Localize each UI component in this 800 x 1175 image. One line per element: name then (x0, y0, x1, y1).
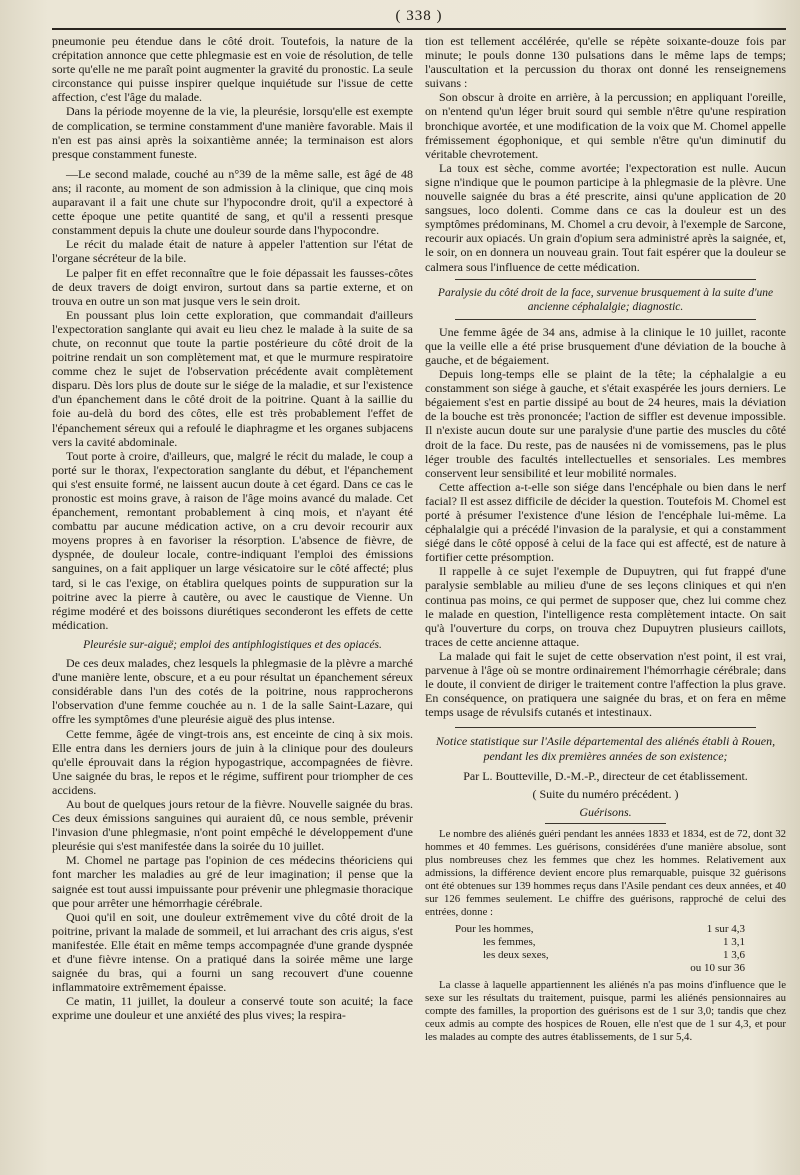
paragraph: Le palper fit en effet reconnaître que le foie dépassait les fausses-côtes de deux travers de doigt environ, surtout dans sa partie externe, et on trouva en outre un son mat jusque vers le sein droit. (52, 265, 413, 308)
stats-label: les deux sexes, (483, 948, 549, 961)
stats-label: les femmes, (483, 935, 536, 948)
section-title: Paralysie du côté droit de la face, survenue brusquement à la suite d'une ancienne céphalalgie; diagnostic. (437, 286, 774, 313)
paragraph: Dans la période moyenne de la vie, la pleurésie, lorsqu'elle est exempte de complication, se termine constamment d'une manière favorable. Mais il n'en est pas ainsi après la soixantième année; la terminaison est alors presque constamment funeste. (52, 104, 413, 161)
stats-value: 1 3,1 (723, 935, 745, 948)
divider (455, 279, 756, 280)
paragraph: Une femme âgée de 34 ans, admise à la clinique le 10 juillet, raconte que la veille elle a été prise brusquement d'une déviation de la bouche à gauche, et de bégaiement. (425, 324, 786, 367)
paragraph: pneumonie peu étendue dans le côté droit. Toutefois, la nature de la crépitation annonce que cette phlegmasie est en voie de résolution, de telle sorte qu'elle ne me paraît point augmenter la gravité du pronostic. La seule circonstance qui puisse inspirer quelque inquiétude sur l'issue de cette affection, c'est l'âge du malade. (52, 34, 413, 105)
divider (455, 319, 756, 320)
stats-table (455, 923, 786, 975)
paragraph: Cette femme, âgée de vingt-trois ans, est enceinte de cinq à six mois. Elle entra dans les derniers jours de juin à la clinique pour des douleurs qu'elle éprouvait dans la région hypogastrique, accompagnées de fièvre. Une saignée du bras, le repos et le régime, suffirent pour triompher de ces accidens. (52, 726, 413, 797)
divider (545, 823, 666, 824)
stats-value: 1 sur 4,3 (706, 922, 745, 935)
paragraph: Cette affection a-t-elle son siége dans l'encéphale ou bien dans le nerf facial? Il est assez difficile de décider la question. Toutefois M. Chomel est porté à présumer l'existence d'une lésion de l'encéphale lui-même. La céphalalgie qui a précédé l'invasion de la paralysie, et qui a constamment siégé dans le côté opposé à celui de la face qui est affecté, est de nature à fortifier cette présomption. (425, 479, 786, 565)
page-number: ( 338 ) (395, 8, 443, 24)
two-column-body (52, 34, 786, 1164)
stats-label: Pour les hommes, (455, 922, 534, 935)
left-column (52, 34, 413, 1164)
paragraph: M. Chomel ne partage pas l'opinion de ces médecins théoriciens qui font marcher les maladies au gré de leur imagination; il pense que la saignée est tout aussi impuissante pour prévenir une phlegmasie thoracique que pour arrêter une hémorrhagie cérébrale. (52, 853, 413, 910)
paragraph: En poussant plus loin cette exploration, que commandait d'ailleurs l'expectoration sanglante qui avait eu lieu chez le malade à la suite de sa chute, on reconnut que toute la partie postérieure du côté droit de la poitrine rendait un son complètement mat, et que le murmure respiratoire comme chez le sujet de l'observation précédente avait complètement disparu. Dès lors plus de doute sur le siége de la maladie, et sur l'existence d'un épanchement dans le côté droit de la poitrine. Quant à la saillie du foie au-delà du bord des côtes, elle est très probablement l'effet de l'épanchement séreux qui a refoulé le diaphragme et les organes subjacens vers la cavité abdominale. (52, 307, 413, 449)
stats-spacer (455, 962, 665, 975)
paragraph: Depuis long-temps elle se plaint de la tête; la céphalalgie a eu constamment son siége à gauche, et s'était exaspérée les jours derniers. Le bégaiement s'est en partie dissipé au bout de 24 heures, mais la déviation de la bouche est très prononcée; l'action de siffler est devenue impossible. Il n'existe aucun doute sur une paralysie d'une partie des muscles du côté droit de la face. Du reste, pas de nausées ni de vomissemens, pas le plus léger trouble des facultés intellectuelles et sensoriales. Les membres conservent leur sensibilité et leur mobilité normales. (425, 367, 786, 480)
paragraph: Tout porte à croire, d'ailleurs, que, malgré le récit du malade, le coup a porté sur le thorax, l'expectoration sanglante du début, et l'épanchement qui s'est ensuite formé, ne laissent aucun doute à cet égard. Dans ce cas le pronostic est moins grave, à raison de l'âge moins avancé du malade. Cet épanchement, remontant probablement à cinq mois, et n'ayant été combattu par aucune médication active, on a cru devoir recourir aux moyens propres à en favoriser la résorption. L'absence de fièvre, de dyspnée, de douleur locale, contre-indiquant l'emploi des émissions sanguines, on a fait appliquer un large vésicatoire sur le côté affecté; plus tard, si le cas l'exige, on établira quelques points de suppuration sur la poitrine avec la pierre à cautère, ou avec le caustique de Vienne. Un régime modéré et des boissons diurétiques seconderont les effets de cette médication. (52, 448, 413, 632)
paragraph: Au bout de quelques jours retour de la fièvre. Nouvelle saignée du bras. Ces deux émissions sanguines qui auraient dû, ce nous semble, prévenir l'invasion d'une phlegmasie, n'ont point empêché le développement d'une pleurésie qui s'est manifestée dans la soirée du 10 juillet. (52, 796, 413, 854)
stats-row (455, 936, 786, 949)
paragraph: Son obscur à droite en arrière, à la percussion; en appliquant l'oreille, on n'entend qu'un léger bruit sourd qui semble n'être qu'une respiration bronchique avortée, et une modification de la voix que M. Chomel appelle frémissement égophonique, et qui semble n'être qu'un diminutif du véritable chevrotement. (425, 90, 786, 161)
stats-row (455, 962, 786, 975)
top-rule (52, 28, 786, 30)
paragraph: tion est tellement accélérée, qu'elle se répète soixante-douze fois par minute; le pouls donne 130 pulsations dans le même laps de temps; l'auscultation et la percussion du thorax ont donné les renseignemens suivans : (425, 34, 786, 91)
paragraph: Quoi qu'il en soit, une douleur extrêmement vive du côté droit de la poitrine, privant la malade de sommeil, et lui arrachant des cris aigus, s'est manifestée. Elle était en même temps accompagnée d'une grande dyspnée et d'une fièvre intense. On a pratiqué dans la soirée même une large saignée du bras, qui a fourni un sang recouvert d'une couenne inflammatoire extrêmement épaisse. (52, 909, 413, 995)
paragraph: Le nombre des aliénés guéri pendant les années 1833 et 1834, est de 72, dont 32 hommes et 40 femmes. Les guérisons, considérées d'une manière absolue, sont plus nombreuses chez les femmes que chez les hommes. Relativement aux admissions, la différence devient encore plus remarquable, puisque 32 guérisons ont été obtenues sur 139 hommes reçus dans l'Asile pendant ces deux années, et 40 sur 126 femmes seulement. Le chiffre des guérisons, rapproché de celui des entrées, donne : (425, 827, 786, 918)
stats-value: 1 3,6 (723, 948, 745, 961)
stats-row (455, 923, 786, 936)
notice-title: Notice statistique sur l'Asile départemental des aliénés établi à Rouen, pendant les dix premières années de son existence; (435, 734, 776, 763)
stats-row (455, 949, 786, 962)
paragraph: La classe à laquelle appartiennent les aliénés n'a pas moins d'influence que le sexe sur les résultats du traitement, puisque, parmi les aliénés pensionnaires au compte des familles, la proportion des guérisons est de 1 sur 3,0; tandis que chez ceux admis au compte des hospices de Rouen, elle n'est que de 1 sur 4,3, et pour les malades au compte des autres établissements, de 1 sur 5,4. (425, 978, 786, 1043)
paragraph: La toux est sèche, comme avortée; l'expectoration est nulle. Aucun signe n'indique que le poumon participe à la phlegmasie de la plèvre. Une nouvelle saignée du bras a été prescrite, ainsi qu'une application de 20 sangsues, loco dolenti. Comme dans ce cas la douleur est un des symptômes prédominans, M. Chomel a cru devoir, à l'exemple de Sarcone, recourir aux opiacés. Un grain d'opium sera administré après la saignée, et, le soir, on en donnera un nouveau grain. Tout fait espérer que la douleur se calmera sous l'influence de cette médication. (425, 160, 786, 274)
continued-note: ( Suite du numéro précédent. ) (532, 786, 679, 801)
right-column (425, 34, 786, 1164)
paragraph: Le récit du malade était de nature à appeler l'attention sur l'état de l'organe sécréteur de la bile. (52, 237, 413, 266)
stats-note: ou 10 sur 36 (690, 961, 745, 974)
subheading: Guérisons. (579, 804, 632, 819)
section-title: Pleurésie sur-aiguë; emploi des antiphlogistiques et des opiacés. (83, 638, 382, 651)
paragraph: Ce matin, 11 juillet, la douleur a conservé toute son acuité; la face exprime une douleur et une anxiété des plus vives; la respira- (52, 994, 413, 1023)
paragraph: La malade qui fait le sujet de cette observation n'est point, il est vrai, parvenue à l'âge où se montre ordinairement l'hémorrhagie cérébrale; dans le doute, il convient de diriger le traitement contre l'affection la plus grave. En conséquence, on pratiquera une saignée du bras, et on fera en même temps usage de révulsifs cutanés et intestinaux. (425, 648, 786, 720)
divider (455, 727, 756, 728)
paragraph: —Le second malade, couché au n°39 de la même salle, est âgé de 48 ans; il raconte, au moment de son admission à la clinique, que cinq mois auparavant il a fait une chute sur l'hypocondre droit, qu'il a expectoré à cette époque une petite quantité de sang, et qu'il a ressenti presque constamment depuis la chute une douleur sourde dans l'hypocondre. (52, 166, 413, 238)
paragraph: De ces deux malades, chez lesquels la phlegmasie de la plèvre a marché d'une manière lente, obscure, et a eu pour résultat un épanchement séreux considérable dans l'un des cotés de la poitrine, nous rapprocherons l'observation d'une femme couchée au n. 1 de la salle Saint-Lazare, qui offre les symptômes d'une pleurésie aiguë des plus intense. (52, 656, 413, 727)
byline: Par L. Boutteville, D.-M.-P., directeur de cet établissement. (463, 768, 748, 783)
paragraph: Il rappelle à ce sujet l'exemple de Dupuytren, qui fut frappé d'une paralysie semblable au milieu d'une de ses leçons cliniques et qui n'en continua pas moins, ce qui permet de supposer que, chez lui comme chez le malade en question, l'intelligence resta complètement intacte. On sait qu'à l'ouverture du corps, on trouva chez Dupuytren plusieurs caillots, traces de cette ancienne attaque. (425, 564, 786, 649)
